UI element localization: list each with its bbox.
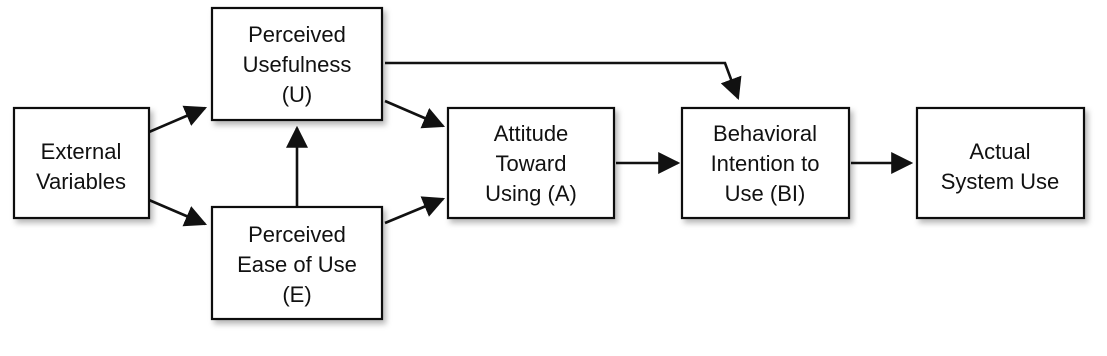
node-behavioral-intention [682, 108, 849, 218]
node-perceived-usefulness [212, 8, 382, 120]
node-usefulness-line-1: Perceived [248, 22, 346, 47]
edge-external-to-usefulness [149, 108, 205, 132]
node-attitude-line-1: Attitude [493, 121, 569, 146]
node-external-line-1: External [40, 139, 122, 164]
node-external-variables [14, 108, 149, 218]
edge-external-to-ease [149, 200, 205, 224]
node-intention-line-2: Intention to [710, 151, 820, 176]
node-usefulness-line-3: (U) [281, 82, 313, 107]
edge-ease-to-attitude [385, 199, 443, 223]
edge-usefulness-to-intention [385, 63, 738, 98]
node-ease-line-3: (E) [282, 282, 312, 307]
node-usefulness-line-2: Usefulness [242, 52, 352, 77]
node-ease-line-2: Ease of Use [237, 252, 357, 277]
node-attitude-line-2: Toward [495, 151, 567, 176]
edge-usefulness-to-attitude [385, 101, 443, 126]
node-actual-system-use [917, 108, 1084, 218]
node-attitude-line-3: Using (A) [485, 181, 577, 206]
node-intention-line-1: Behavioral [713, 121, 817, 146]
node-actual-line-1: Actual [969, 139, 1031, 164]
node-perceived-ease-of-use [212, 207, 382, 319]
node-intention-line-3: Use (BI) [724, 181, 806, 206]
node-ease-line-1: Perceived [248, 222, 346, 247]
node-actual-line-2: System Use [940, 169, 1060, 194]
node-attitude-toward-using [448, 108, 614, 218]
node-external-line-2: Variables [35, 169, 127, 194]
